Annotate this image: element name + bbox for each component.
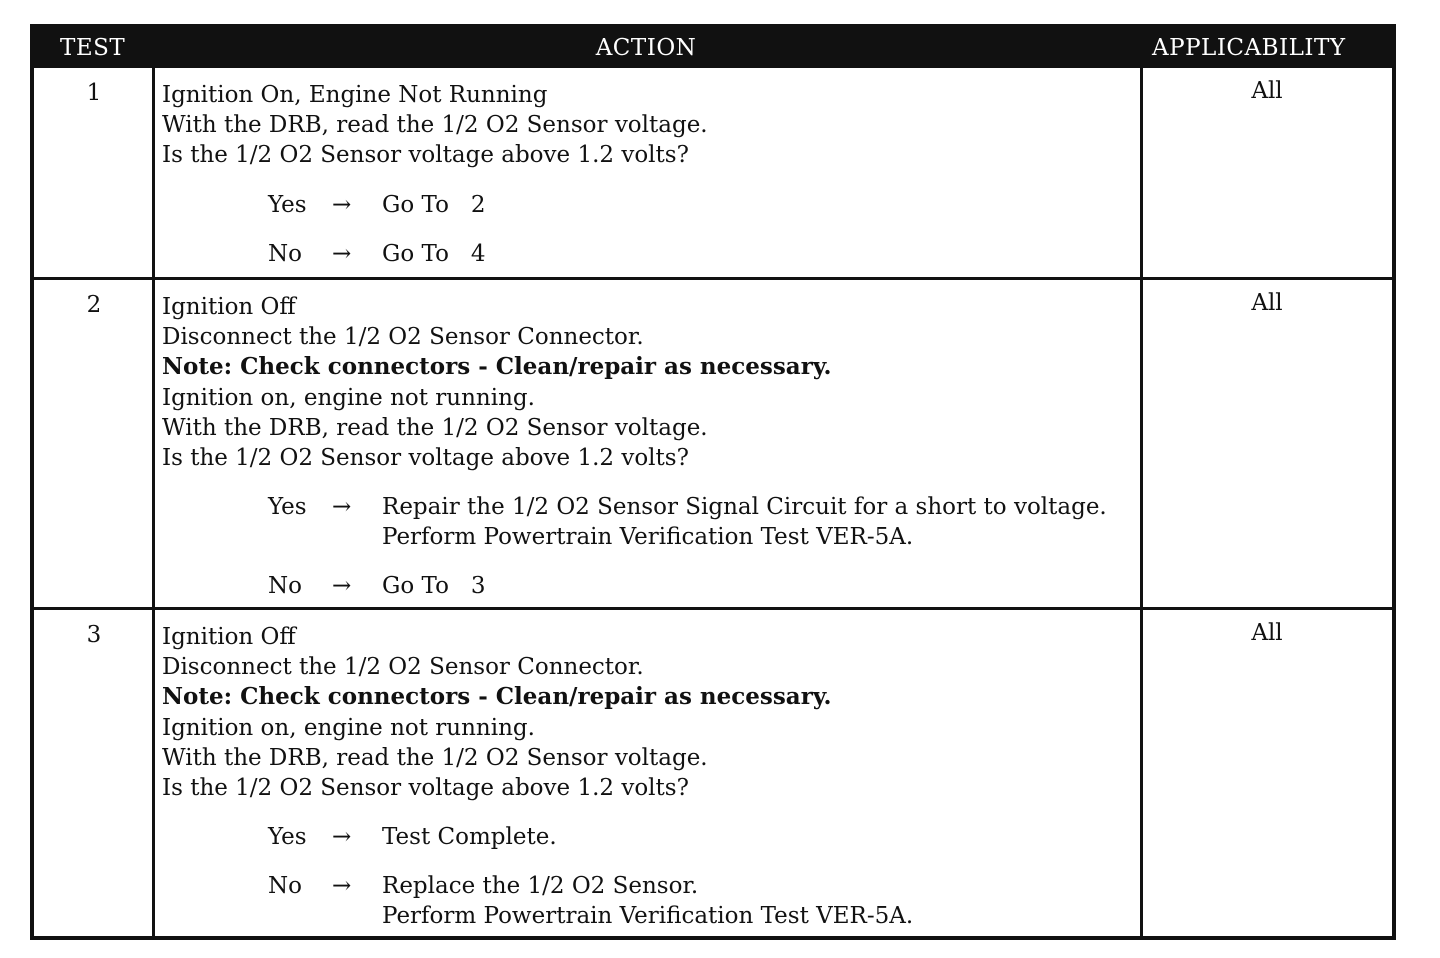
- no-label: No: [268, 873, 302, 900]
- note-line: Note: Check connectors - Clean/repair as necessary.: [162, 683, 832, 711]
- test-number: 2: [86, 292, 102, 318]
- no-label: No: [268, 573, 302, 600]
- no-option: [162, 239, 1132, 269]
- result-line: Go To 4: [382, 240, 486, 267]
- table-row: [34, 68, 1392, 280]
- action-line: Is the 1/2 O2 Sensor voltage above 1.2 volts?: [162, 142, 689, 169]
- applicability-value: All: [1251, 620, 1283, 646]
- no-option: [162, 871, 1132, 931]
- yes-option: [162, 492, 1132, 552]
- column-divider: [1140, 280, 1143, 608]
- yes-option: [162, 190, 1132, 220]
- column-divider: [1140, 610, 1143, 940]
- applicability-value: All: [1251, 290, 1283, 316]
- test-number: 1: [86, 80, 102, 106]
- table-row: [34, 277, 1392, 608]
- action-cell: [162, 622, 1132, 931]
- action-line: Ignition on, engine not running.: [162, 384, 535, 411]
- result-line: Perform Powertrain Verification Test VER-5A.: [382, 524, 914, 551]
- action-line: Ignition on, engine not running.: [162, 714, 535, 741]
- result-line: Repair the 1/2 O2 Sensor Signal Circuit for a short to voltage.: [382, 494, 1107, 521]
- action-line: Disconnect the 1/2 O2 Sensor Connector.: [162, 324, 644, 351]
- action-cell: [162, 80, 1132, 269]
- arrow-icon: →: [332, 873, 352, 900]
- yes-label: Yes: [268, 824, 307, 851]
- yes-result: [382, 822, 557, 852]
- yes-label: Yes: [268, 494, 307, 521]
- table-header: [34, 28, 1392, 68]
- yes-option: [162, 822, 1132, 852]
- header-action: ACTION: [595, 35, 697, 61]
- arrow-icon: →: [332, 191, 352, 218]
- column-divider: [152, 610, 155, 940]
- result-line: Perform Powertrain Verification Test VER-5A.: [382, 903, 914, 930]
- no-result: [382, 239, 486, 269]
- result-line: Test Complete.: [382, 824, 557, 851]
- arrow-icon: →: [332, 824, 352, 851]
- diagnostic-test-table: [30, 24, 1396, 940]
- no-option: [162, 571, 1132, 601]
- result-line: Go To 3: [382, 573, 486, 600]
- action-line: Is the 1/2 O2 Sensor voltage above 1.2 volts?: [162, 445, 689, 472]
- action-line: With the DRB, read the 1/2 O2 Sensor voltage.: [162, 744, 708, 771]
- action-cell: [162, 292, 1132, 601]
- column-divider: [152, 280, 155, 608]
- arrow-icon: →: [332, 494, 352, 521]
- arrow-icon: →: [332, 573, 352, 600]
- note-line: Note: Check connectors - Clean/repair as necessary.: [162, 353, 832, 381]
- no-label: No: [268, 240, 302, 267]
- action-line: Ignition On, Engine Not Running: [162, 82, 548, 108]
- result-line: Go To 2: [382, 191, 486, 218]
- header-test: TEST: [60, 35, 126, 61]
- action-line: Ignition Off: [162, 624, 296, 650]
- no-result: [382, 871, 913, 931]
- no-result: [382, 571, 486, 601]
- applicability-value: All: [1251, 78, 1283, 104]
- action-line: With the DRB, read the 1/2 O2 Sensor voltage.: [162, 112, 708, 139]
- test-number: 3: [86, 622, 102, 648]
- action-line: With the DRB, read the 1/2 O2 Sensor voltage.: [162, 414, 708, 441]
- yes-result: [382, 190, 486, 220]
- action-line: Ignition Off: [162, 294, 296, 320]
- result-line: Replace the 1/2 O2 Sensor.: [382, 873, 699, 900]
- table-row: [34, 607, 1392, 940]
- header-applicability: APPLICABILITY: [1152, 35, 1346, 61]
- action-line: Disconnect the 1/2 O2 Sensor Connector.: [162, 654, 644, 681]
- yes-label: Yes: [268, 191, 307, 218]
- yes-result: [382, 492, 1107, 552]
- arrow-icon: →: [332, 240, 352, 267]
- action-line: Is the 1/2 O2 Sensor voltage above 1.2 volts?: [162, 775, 689, 802]
